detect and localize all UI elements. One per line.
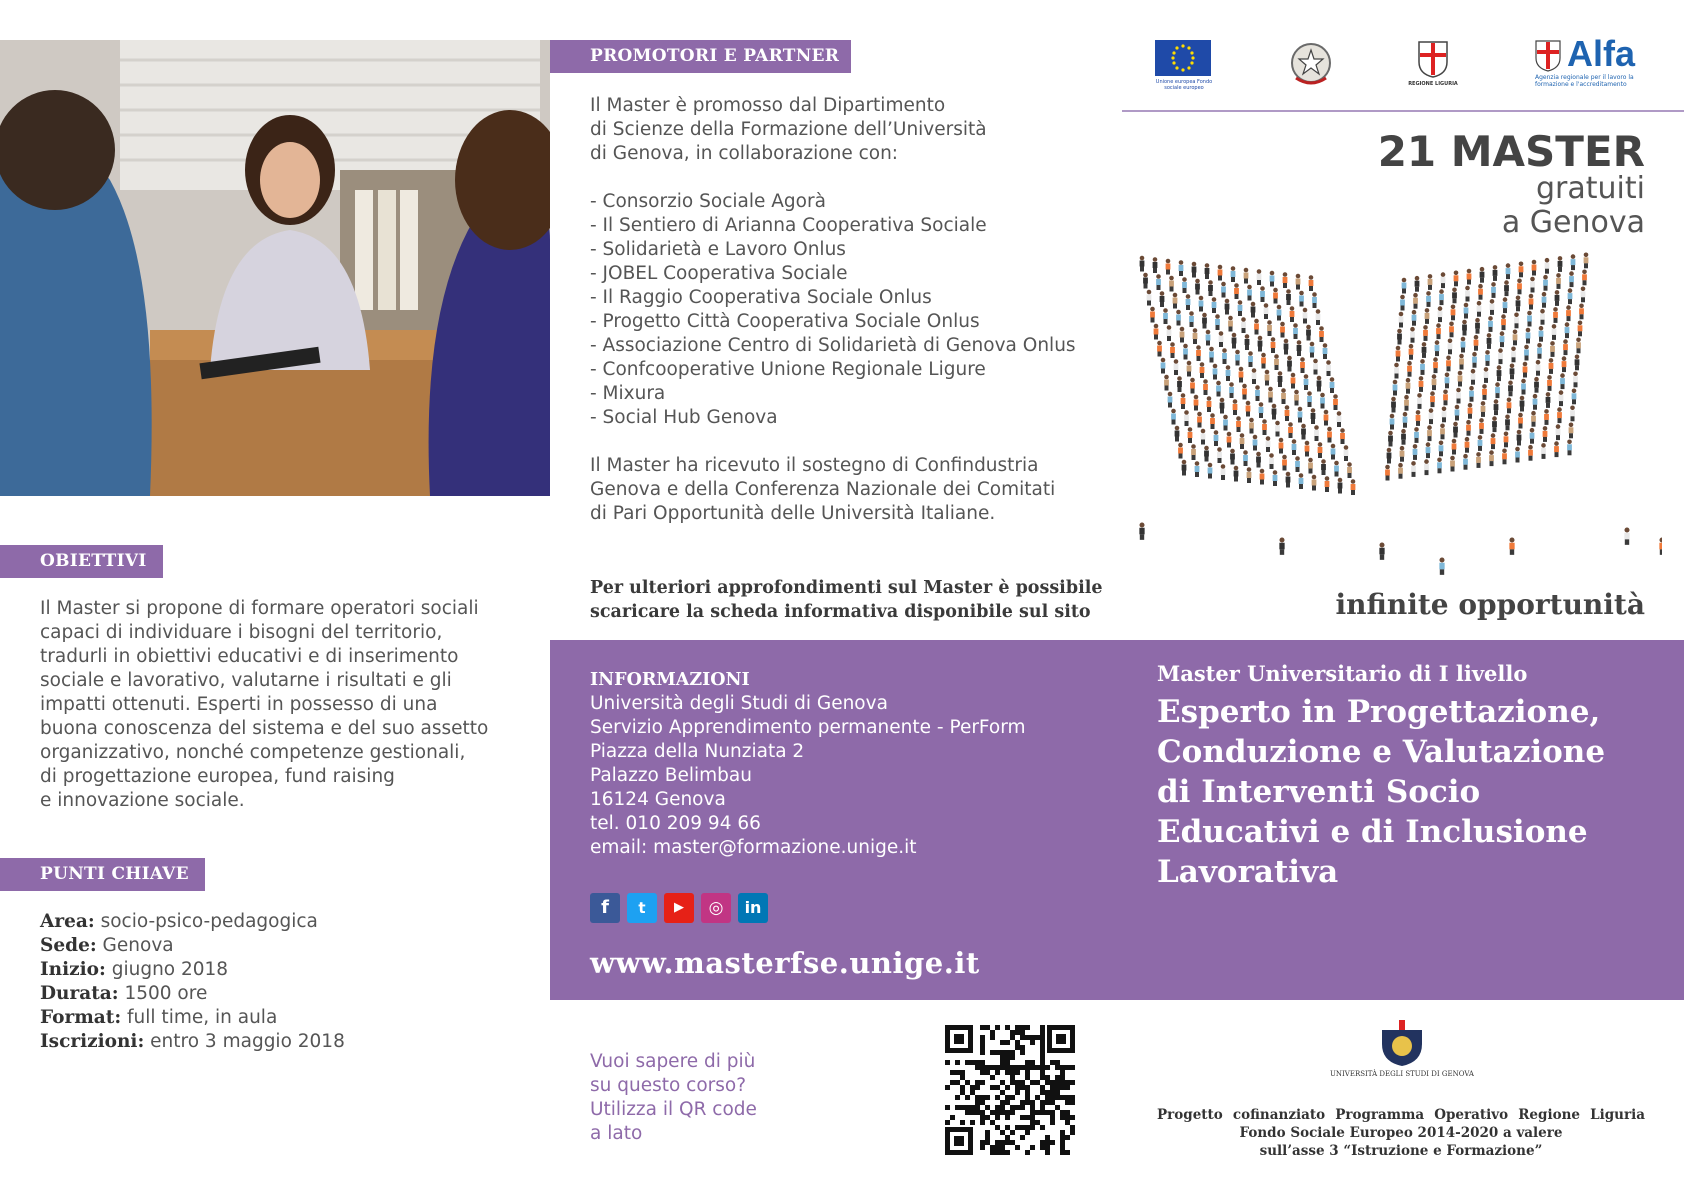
qr-prompt: Vuoi sapere di più su questo corso? Utilizza il QR code a lato xyxy=(590,1051,757,1144)
punto-item: Area: socio-psico-pedagogica xyxy=(40,911,318,932)
logo-divider xyxy=(1122,110,1684,112)
info-line: Palazzo Belimbau xyxy=(590,765,752,786)
info-line: Università degli Studi di Genova xyxy=(590,693,888,714)
alfa-caption: Agenzia regionale per il lavoro la formazione e l'accreditamento xyxy=(1535,74,1634,88)
master-title-line: Educativi e di Inclusione xyxy=(1157,814,1588,850)
obiettivi-line: organizzativo, nonché competenze gestionali, xyxy=(40,742,466,763)
partner-item: - Solidarietà e Lavoro Onlus xyxy=(590,239,846,260)
regione-liguria-shield xyxy=(1417,40,1449,78)
office-photo xyxy=(0,40,550,496)
obiettivi-line: Il Master si propone di formare operatori sociali xyxy=(40,598,479,619)
info-line: Piazza della Nunziata 2 xyxy=(590,741,805,762)
obiettivi-line: buona conoscenza del sistema e del suo assetto xyxy=(40,718,489,739)
master-title-line: di Interventi Socio xyxy=(1157,774,1481,810)
alfa-shield xyxy=(1535,40,1561,72)
italian-republic-emblem xyxy=(1290,42,1332,86)
youtube-icon[interactable]: ▶ xyxy=(664,893,694,923)
master-title-line: Lavorativa xyxy=(1157,854,1339,890)
partner-item: - Il Raggio Cooperativa Sociale Onlus xyxy=(590,287,932,308)
punto-item: Durata: 1500 ore xyxy=(40,983,208,1004)
partner-item: - Il Sentiero di Arianna Cooperativa Sociale xyxy=(590,215,987,236)
email-link[interactable]: email: master@formazione.unige.it xyxy=(590,837,917,858)
info-line: Servizio Apprendimento permanente - PerForm xyxy=(590,717,1026,738)
cover-subtitle-1: gratuiti xyxy=(1536,171,1645,206)
promotori-intro-line: di Genova, in collaborazione con: xyxy=(590,143,899,164)
obiettivi-line: capaci di individuare i bisogni del territorio, xyxy=(40,622,443,643)
info-line: 16124 Genova xyxy=(590,789,726,810)
alfa-logo-text: Alfa xyxy=(1567,33,1636,74)
unige-caption: UNIVERSITÀ DEGLI STUDI DI GENOVA xyxy=(1330,1070,1474,1078)
punto-item: Inizio: giugno 2018 xyxy=(40,959,229,980)
eu-caption: Unione europea Fondo sociale europeo xyxy=(1155,79,1213,91)
crowd-illustration xyxy=(1132,240,1662,590)
obiettivi-line: tradurli in obiettivi educativi e di inserimento xyxy=(40,646,459,667)
master-level: Master Universitario di I livello xyxy=(1157,661,1528,686)
promotori-intro-line: di Scienze della Formazione dell’Università xyxy=(590,119,987,140)
obiettivi-line: impatti ottenuti. Esperti in possesso di una xyxy=(40,694,438,715)
master-title-line: Esperto in Progettazione, xyxy=(1157,694,1601,730)
tagline: infinite opportunità xyxy=(1335,588,1645,621)
obiettivi-heading: OBIETTIVI xyxy=(0,545,163,578)
partner-item: - Confcooperative Unione Regionale Ligure xyxy=(590,359,986,380)
partner-item: - Associazione Centro di Solidarietà di Genova Onlus xyxy=(590,335,1076,356)
punti-chiave-heading: PUNTI CHIAVE xyxy=(0,858,205,891)
twitter-icon[interactable]: t xyxy=(627,893,657,923)
punto-item: Format: full time, in aula xyxy=(40,1007,278,1028)
punto-item: Iscrizioni: entro 3 maggio 2018 xyxy=(40,1031,345,1052)
cofinanziato-note: Progetto cofinanziato Programma Operativo Regione Liguria Fondo Sociale Europeo 2014-2020 a valere sull’asse 3 “Istruzione e Formazione” xyxy=(1157,1107,1645,1159)
master-title-block xyxy=(1157,660,1667,892)
qr-code[interactable] xyxy=(945,1025,1075,1155)
facebook-icon[interactable]: f xyxy=(590,893,620,923)
partner-item: - Mixura xyxy=(590,383,666,404)
obiettivi-line: sociale e lavorativo, valutarne i risultati e gli xyxy=(40,670,452,691)
support-line: di Pari Opportunità delle Università Italiane. xyxy=(590,503,996,524)
linkedin-icon[interactable]: in xyxy=(738,893,768,923)
master-title-line: Conduzione e Valutazione xyxy=(1157,734,1606,770)
cover-title: 21 MASTER xyxy=(1377,127,1645,176)
obiettivi-text xyxy=(40,597,510,813)
unige-crest-logo xyxy=(1380,1018,1424,1068)
partner-item: - Progetto Città Cooperativa Sociale Onlus xyxy=(590,311,980,332)
partner-item: - Consorzio Sociale Agorà xyxy=(590,191,826,212)
cover-subtitle-2: a Genova xyxy=(1501,205,1645,240)
partner-item: - Social Hub Genova xyxy=(590,407,778,428)
partner-item: - JOBEL Cooperativa Sociale xyxy=(590,263,848,284)
promotori-intro-line: Il Master è promosso dal Dipartimento xyxy=(590,95,946,116)
info-line: tel. 010 209 94 66 xyxy=(590,813,761,834)
website-link[interactable]: www.masterfse.unige.it xyxy=(590,946,980,980)
informazioni-block xyxy=(590,668,1090,860)
support-line: Il Master ha ricevuto il sostegno di Confindustria xyxy=(590,455,1039,476)
punti-chiave-list xyxy=(40,910,510,1054)
liguria-caption: REGIONE LIGURIA xyxy=(1408,81,1458,87)
more-info-note: Per ulteriori approfondimenti sul Master è possibile scaricare la scheda informativa disponibile sul sito xyxy=(590,578,1103,622)
promotori-text xyxy=(590,94,1130,526)
promotori-heading: PROMOTORI E PARTNER xyxy=(550,40,851,73)
eu-flag-logo xyxy=(1155,40,1211,76)
obiettivi-line: di progettazione europea, fund raising xyxy=(40,766,395,787)
obiettivi-line: e innovazione sociale. xyxy=(40,790,245,811)
punto-item: Sede: Genova xyxy=(40,935,174,956)
support-line: Genova e della Conferenza Nazionale dei Comitati xyxy=(590,479,1056,500)
instagram-icon[interactable]: ◎ xyxy=(701,893,731,923)
informazioni-heading: INFORMAZIONI xyxy=(590,670,750,690)
